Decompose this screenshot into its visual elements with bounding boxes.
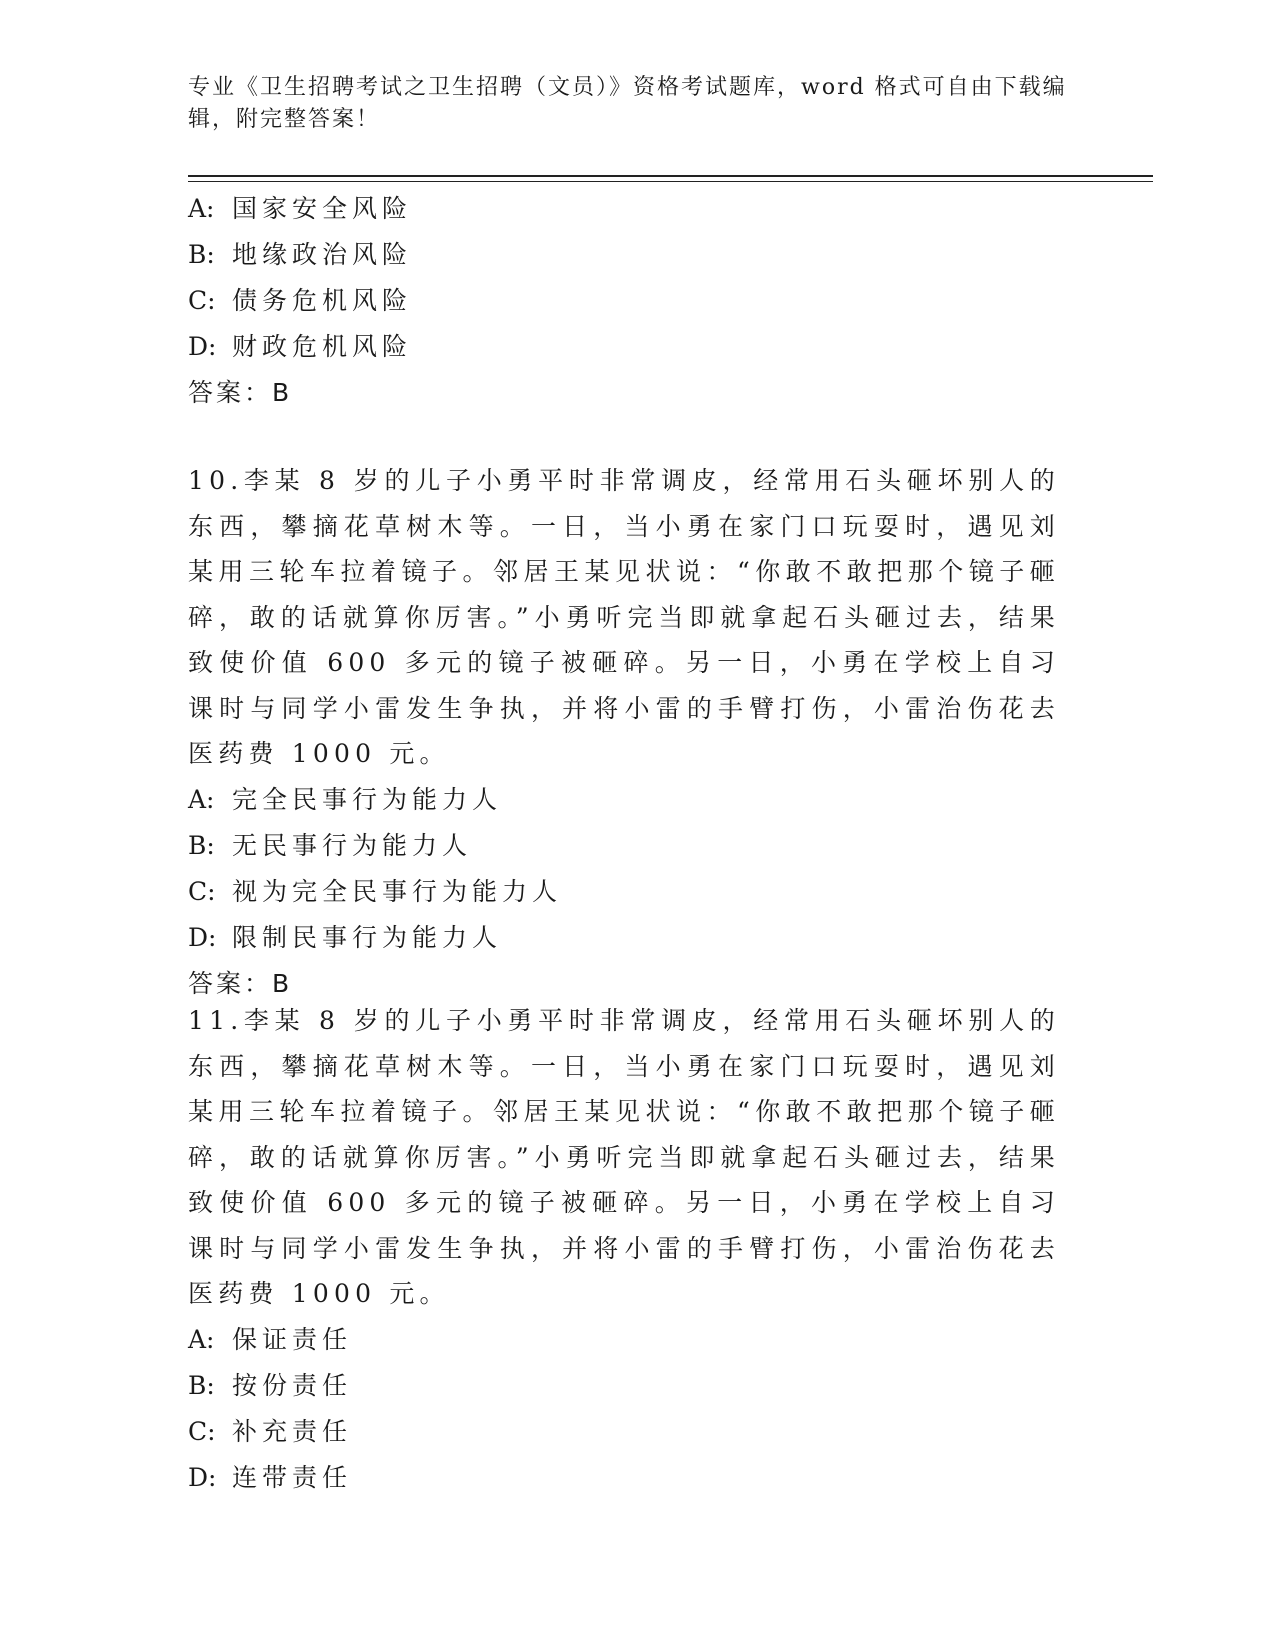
option-b: B: 地缘政治风险 [188,240,413,269]
answer-line: 答案：B [188,378,293,407]
question-9-options [188,186,1068,416]
option-b: B: 按份责任 [188,1370,353,1400]
question-stem: 11.李某 8 岁的儿子小勇平时非常调皮，经常用石头砸坏别人的东西，攀摘花草树木等。一日，当小勇在家门口玩耍时，遇见刘某用三轮车拉着镜子。邻居王某见状说：“你敢不敢把那个镜子砸碎，敢的话就算你厉害。”小勇听完当即就拿起石头砸过去，结果致使价值 600 多元的镜子被砸碎。另一日，小勇在学校上自习课时与同学小雷发生争执，并将小雷的手臂打伤，小雷治伤花去医药费 1000 元。 [188,1006,1060,1308]
option-d: D: 限制民事行为能力人 [188,922,503,952]
option-c: C: 债务危机风险 [188,286,413,315]
question-stem: 10.李某 8 岁的儿子小勇平时非常调皮，经常用石头砸坏别人的东西，攀摘花草树木等。一日，当小勇在家门口玩耍时，遇见刘某用三轮车拉着镜子。邻居王某见状说：“你敢不敢把那个镜子砸碎，敢的话就算你厉害。”小勇听完当即就拿起石头砸过去，结果致使价值 600 多元的镜子被砸碎。另一日，小勇在学校上自习课时与同学小雷发生争执，并将小雷的手臂打伤，小雷治伤花去医药费 1000 元。 [188,466,1060,768]
header-rule-thick [188,175,1153,177]
option-b: B: 无民事行为能力人 [188,830,473,860]
option-d: D: 财政危机风险 [188,332,413,361]
option-d: D: 连带责任 [188,1462,353,1492]
question-10 [188,458,1068,1007]
answer-line: 答案：B [188,968,293,998]
question-11 [188,998,1068,1501]
option-a: A: 完全民事行为能力人 [188,784,503,814]
header-rule-thin [188,181,1153,182]
option-a: A: 国家安全风险 [188,194,413,223]
option-c: C: 补充责任 [188,1416,353,1446]
option-a: A: 保证责任 [188,1324,353,1354]
option-c: C: 视为完全民事行为能力人 [188,876,563,906]
document-header: 专业《卫生招聘考试之卫生招聘（文员）》资格考试题库，word 格式可自由下载编辑，附完整答案！ [188,75,1067,132]
